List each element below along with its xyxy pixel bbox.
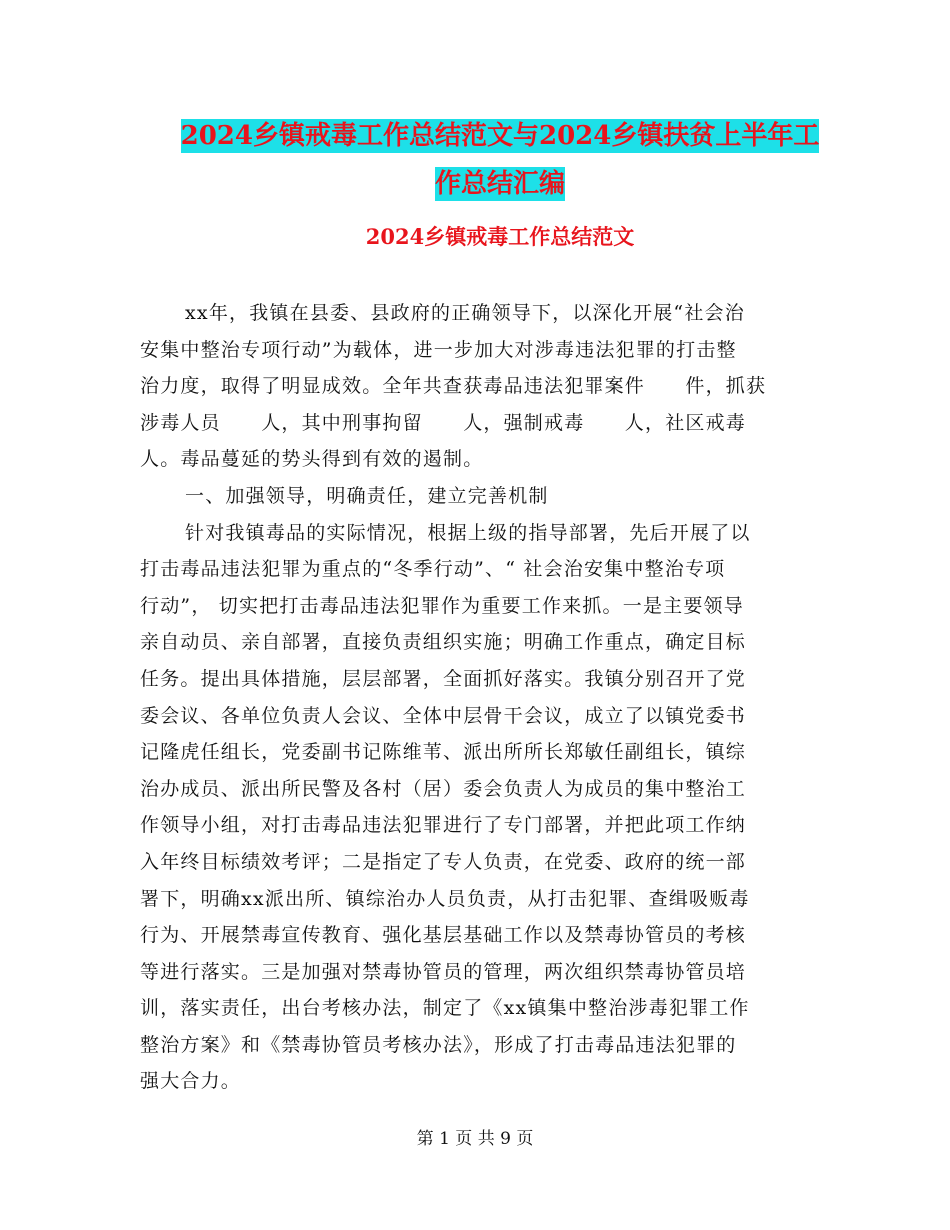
body-line: 作领导小组，对打击毒品违法犯罪进行了专门部署，并把此项工作纳 [140,814,747,837]
body-line: 入年终目标绩效考评；二是指定了专人负责，在党委、政府的统一部 [140,850,747,873]
body-line: 人。毒品蔓延的势头得到有效的遏制。 [140,448,484,471]
body-line: 行为、开展禁毒宣传教育、强化基层基础工作以及禁毒协管员的考核 [140,924,747,947]
body-line: 治办成员、派出所民警及各村（居）委会负责人为成员的集中整治工 [140,777,747,800]
body-line: 打击毒品违法犯罪为重点的“冬季行动”、“ 社会治安集中整治专项 [140,558,726,581]
body-line: 整治方案》和《禁毒协管员考核办法》，形成了打击毒品违法犯罪的 [140,1033,737,1056]
page-footer: 第 1 页 共 9 页 [416,1129,534,1149]
document-title-line-2: 作总结汇编 [434,169,565,199]
body-line: xx年，我镇在县委、县政府的正确领导下，以深化开展“社会治 [185,302,745,324]
body-line: 亲自动员、亲自部署，直接负责组织实施；明确工作重点，确定目标 [140,631,747,654]
document-title-line-1: 2024乡镇戒毒工作总结范文与2024乡镇扶贫上半年工 [180,121,820,151]
body-line: 针对我镇毒品的实际情况，根据上级的指导部署，先后开展了以 [185,521,751,544]
body-line: 安集中整治专项行动”为载体，进一步加大对涉毒违法犯罪的打击整 [140,338,737,361]
body-line: 治力度，取得了明显成效。全年共查获毒品违法犯罪案件 件，抓获 [140,375,767,398]
section-heading: 一、加强领导，明确责任，建立完善机制 [185,484,549,507]
body-line: 强大合力。 [140,1070,242,1093]
body-line: 记隆虎任组长，党委副书记陈维苇、派出所所长郑敏任副组长，镇综 [140,741,747,764]
body-line: 任务。提出具体措施，层层部署，全面抓好落实。我镇分别召开了党 [140,667,747,690]
body-line: 署下，明确xx派出所、镇综治办人员负责，从打击犯罪、查缉吸贩毒 [140,887,750,910]
body-line: 行动”， 切实把打击毒品违法犯罪作为重要工作来抓。一是主要领导 [140,594,744,617]
body-line: 涉毒人员 人，其中刑事拘留 人，强制戒毒 人，社区戒毒 [140,411,747,434]
body-text [140,295,810,1100]
section-title: 2024乡镇戒毒工作总结范文 [365,224,635,249]
body-line: 委会议、各单位负责人会议、全体中层骨干会议，成立了以镇党委书 [140,704,747,727]
body-line: 等进行落实。三是加强对禁毒协管员的管理，两次组织禁毒协管员培 [140,960,747,983]
body-line: 训，落实责任，出台考核办法，制定了《xx镇集中整治涉毒犯罪工作 [140,997,750,1020]
document-title [140,112,860,208]
